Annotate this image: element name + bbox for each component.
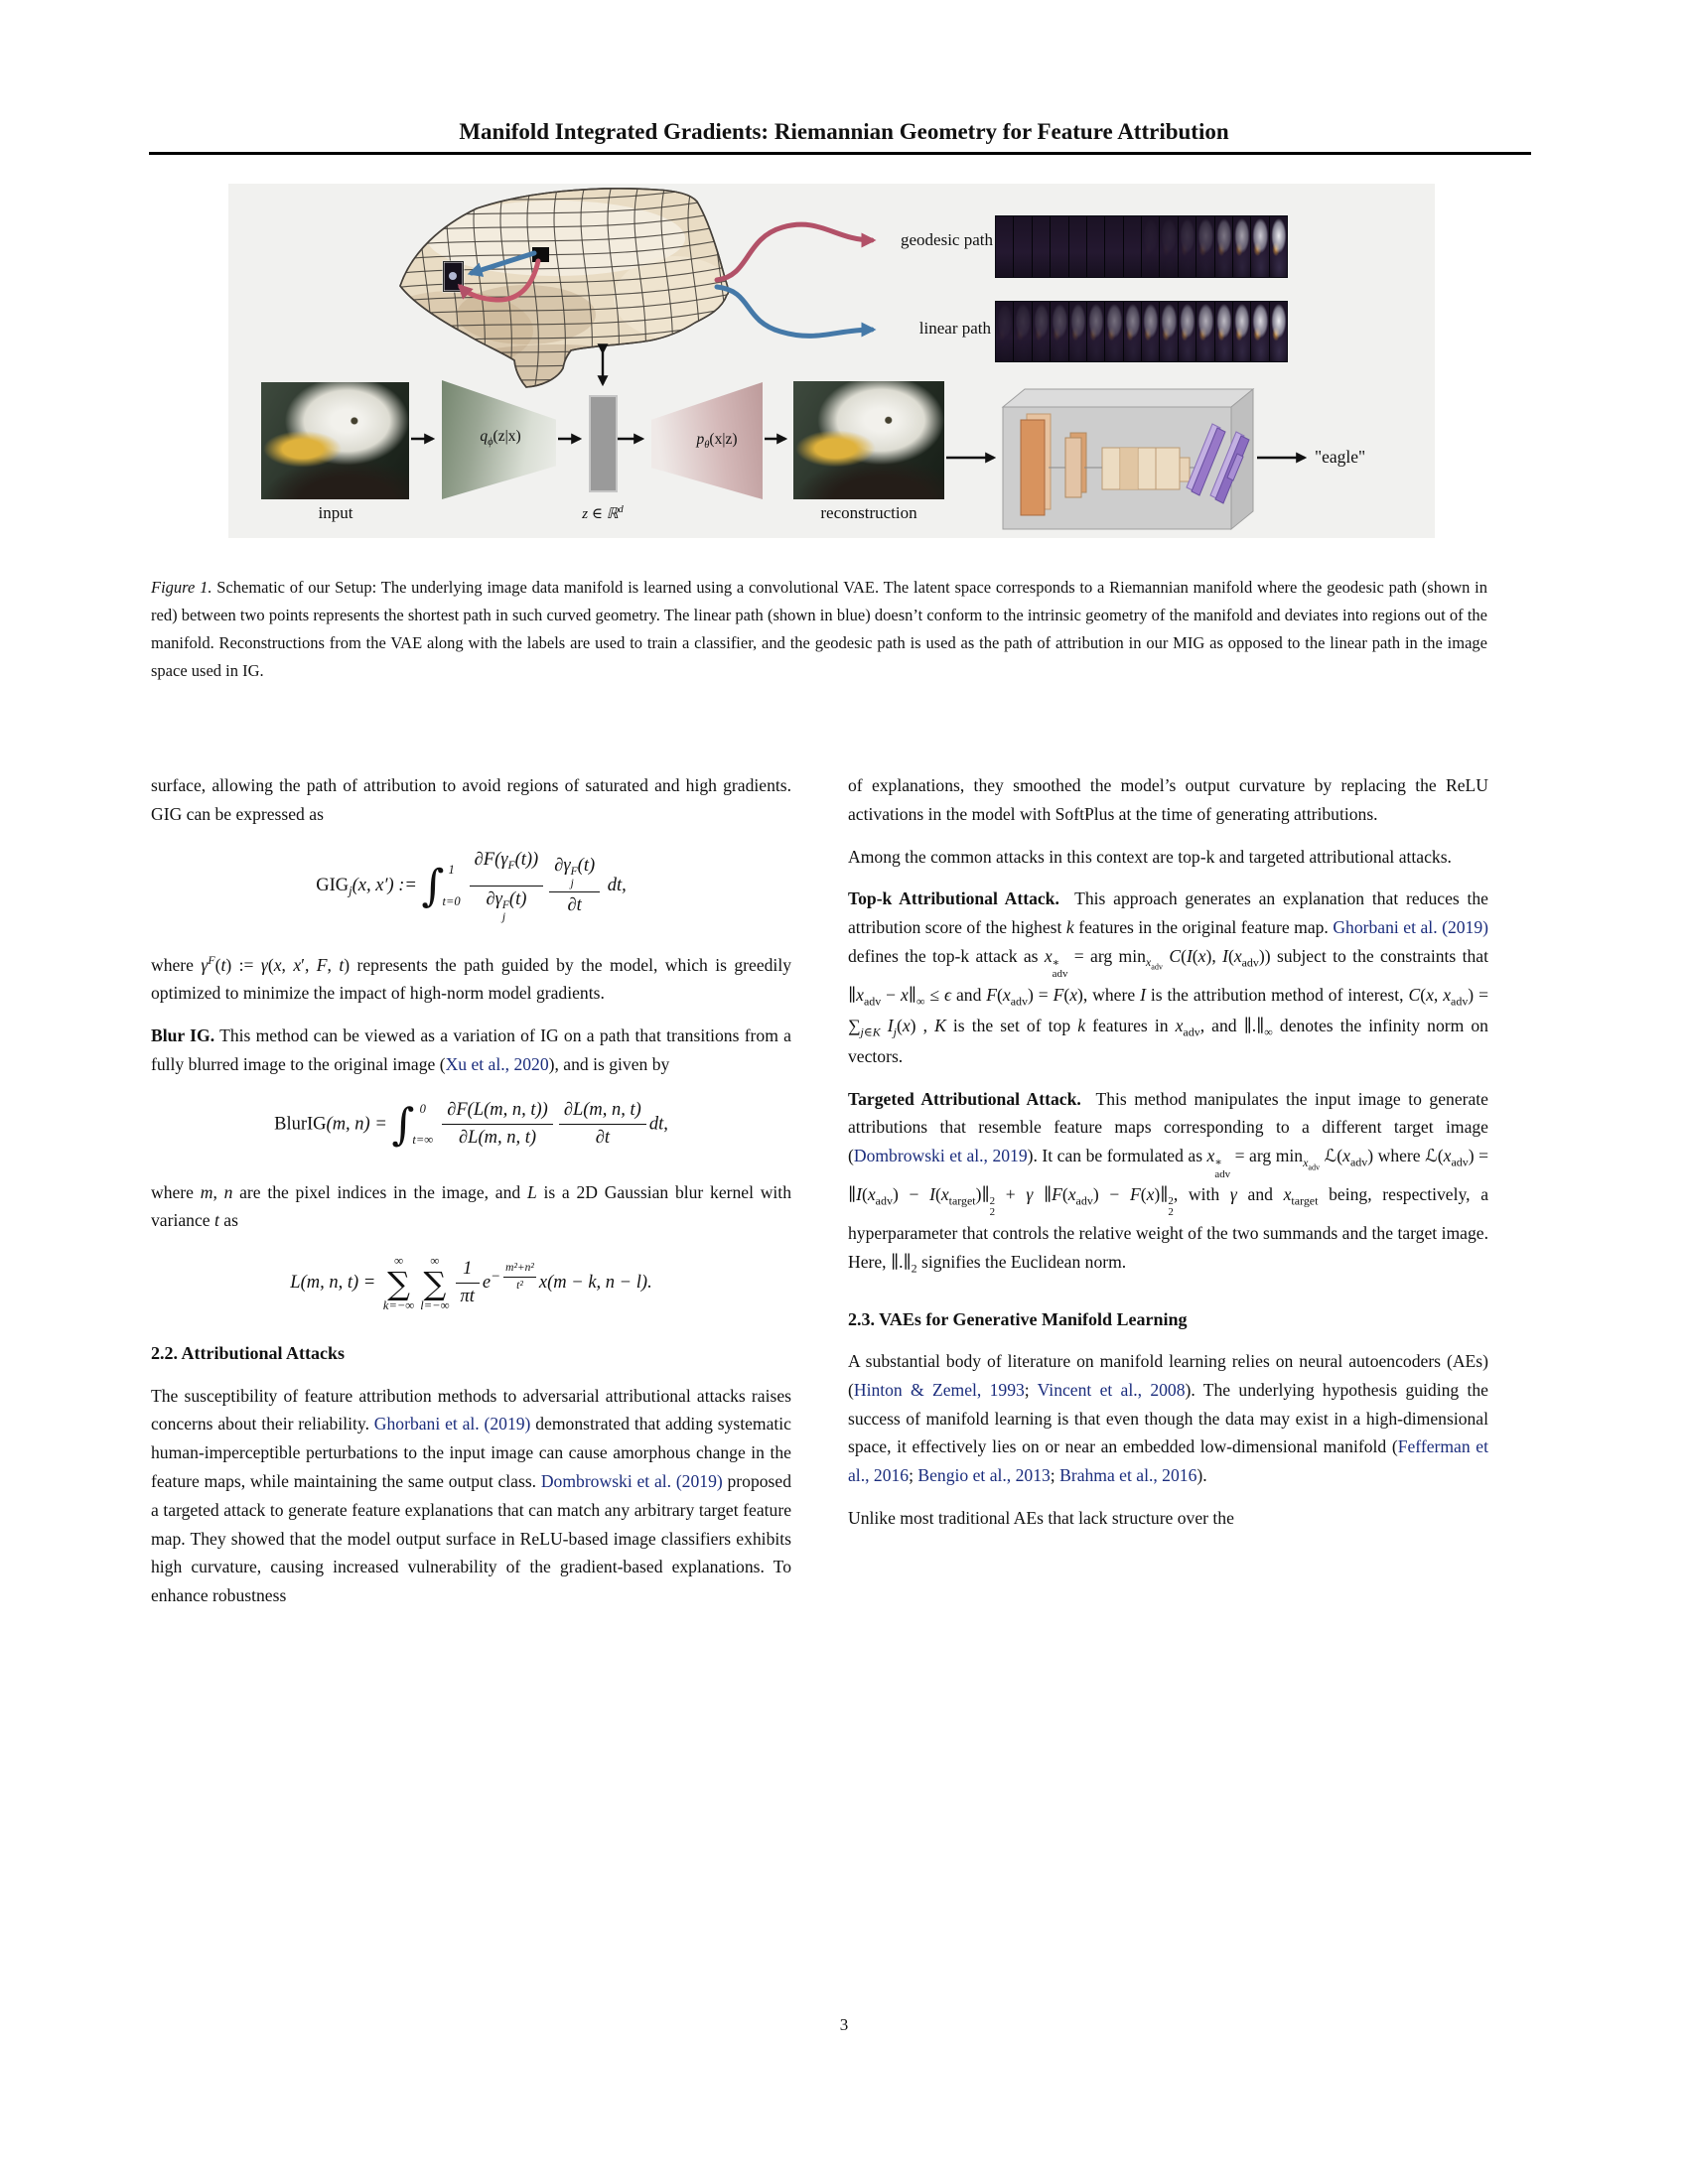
body-paragraph: Targeted Attributional Attack. This method manipulates the input image to generate attributions that resemble feature maps corresponding to a different target image (Dombrowski et al., 2019). It can be formulated as x ∗ adv = arg $\min_{x_{adv}}$ $ℒ(x_{adv})$ where $ℒ(x_{adv})$ = $\parallel I(x_{adv})$ − $I(x_{target})\parallel$ 2 2 + γ $\parallel F(x_{adv})$ − F(x)∥ 2 2 , with γ and $x_{target}$ being, respectively, a hyperparameter that controls the relative weight of the two summands and the target image. Here, $\parallel.\parallel_2$ signifies the Euclidean norm.	[848, 1088, 1489, 1276]
filmstrip-frame	[1142, 216, 1160, 277]
encoder-distribution-label: $q_\phi(z|x)$	[480, 428, 521, 449]
filmstrip-frame	[1033, 216, 1051, 277]
filmstrip-frame	[996, 302, 1014, 361]
linear-path-label: linear path	[918, 319, 991, 338]
citation-link[interactable]: Ghorbani et al. (2019)	[1333, 917, 1488, 938]
display-equation: BlurIG(m, n) = ∫ 0 t=∞ $\frac{\partial F(L(m, n, t))}{\partial L(m, n, t)}$ $\frac{\partial L(m, n, t)}{\partial t}$ dt,	[274, 1099, 668, 1151]
reconstruction-label: reconstruction	[820, 503, 917, 522]
linear-path-filmstrip	[995, 301, 1288, 362]
figure-1-caption: Figure 1. Schematic of our Setup: The underlying image data manifold is learned using a convolutional VAE. The latent space corresponds to a Riemannian manifold where the geodesic path (shown in red) between two points represents the shortest path in such curved geometry. The linear path (shown in blue) doesn’t conform to the intrinsic geometry of the manifold and deviates into regions out of the manifold. Reconstructions from the VAE along with the labels are used to train a classifier, and the geodesic path is used as the path of attribution in our MIG as opposed to the linear path in the image space used in IG.	[151, 578, 1487, 681]
citation-link[interactable]: Bengio et al., 2013	[917, 1465, 1051, 1486]
filmstrip-frame	[1051, 302, 1068, 361]
body-paragraph: Unlike most traditional AEs that lack structure over the	[848, 1508, 1234, 1528]
filmstrip-frame	[1179, 302, 1196, 361]
body-paragraph: where m, n are the pixel indices in the image, and L is a 2D Gaussian blur kernel with variance t as	[151, 1181, 791, 1231]
filmstrip-frame	[1233, 302, 1251, 361]
conv-layer-2	[1065, 438, 1081, 497]
filmstrip-frame	[1196, 216, 1214, 277]
citation-link[interactable]: Ghorbani et al. (2019)	[373, 1414, 531, 1434]
filmstrip-frame	[1160, 216, 1178, 277]
filmstrip-frame	[1069, 216, 1087, 277]
display-equation: $GIG_j(x$, x′) := ∫ 1 t=0 ∂F(γ F (t)) ∂γ F j (t) ∂γ F j (t) ∂t dt,	[316, 849, 627, 923]
filmstrip-frame	[1160, 302, 1178, 361]
filmstrip-frame	[1251, 216, 1269, 277]
body-paragraph: Among the common attacks in this context are top-k and targeted attributional attacks.	[848, 846, 1452, 867]
filmstrip-frame	[1251, 302, 1269, 361]
input-eagle-image	[261, 382, 409, 499]
filmstrip-frame	[1124, 302, 1142, 361]
filmstrip-frame	[1215, 302, 1233, 361]
filmstrip-frame	[1087, 302, 1105, 361]
citation-link[interactable]: Brahma et al., 2016	[1059, 1465, 1197, 1486]
body-paragraph: A substantial body of literature on manifold learning relies on neural autoencoders (AEs) (Hinton & Zemel, 1993; Vincent et al., 2008). The underlying hypothesis guiding the success of manifold learning is that even though the data may exist in a high-dimensional space, it effectively lies on or near an embedded low-dimensional manifold (Fefferman et al., 2016; Bengio et al., 2013; Brahma et al., 2016).	[848, 1351, 1488, 1486]
section-heading: 2.2. Attributional Attacks	[151, 1343, 346, 1364]
filmstrip-frame	[1142, 302, 1160, 361]
reconstruction-eagle-image	[793, 381, 944, 499]
citation-link[interactable]: Xu et al., 2020	[445, 1053, 549, 1074]
filmstrip-frame	[1014, 302, 1032, 361]
predicted-class-label: "eagle"	[1315, 447, 1366, 467]
latent-space-label: z ∈ ℝ$^d$	[582, 504, 624, 522]
body-paragraph: surface, allowing the path of attribution to avoid regions of saturated and high gradients. GIG can be expressed as	[151, 775, 791, 824]
input-label: input	[318, 503, 353, 522]
latent-vector-bar	[589, 395, 618, 492]
geodesic-path-label: geodesic path	[901, 230, 993, 249]
body-paragraph: Top-k Attributional Attack. This approach generates an explanation that reduces the attribution score of the highest k features in the original feature map. Ghorbani et al. (2019) defines the top-k attack as x ∗ adv = arg $\min_{x_{adv}} C(I(x)$, $I(x_{adv})$) subject to the constraints that $\parallel x_{adv}$ − $x\parallel_\infty \le \epsilon$ and $F(x_{adv}) = F(x)$, where I is the attribution method of interest, C(x, $x_{adv}) = \sum_{j\in K}$ $I_j(x)$ , K is the set of top k features in $x_{adv}$, and $\parallel.\parallel_\infty$ denotes the infinity norm on vectors.	[848, 888, 1488, 1066]
filmstrip-frame	[1033, 302, 1051, 361]
running-title: Manifold Integrated Gradients: Riemannian Geometry for Feature Attribution	[459, 119, 1229, 144]
decoder-distribution-label: $p_\theta(x|z)$	[696, 431, 738, 452]
conv-block	[1102, 448, 1190, 489]
citation-link[interactable]: Hinton & Zemel, 1993	[853, 1379, 1025, 1400]
left-column	[151, 771, 791, 1624]
filmstrip-frame	[1069, 302, 1087, 361]
filmstrip-frame	[1051, 216, 1068, 277]
geodesic-path-filmstrip	[995, 215, 1288, 278]
filmstrip-frame	[1179, 216, 1196, 277]
title-rule	[149, 152, 1531, 155]
filmstrip-frame	[1270, 216, 1287, 277]
filmstrip-frame	[1233, 216, 1251, 277]
page-number: 3	[839, 2015, 849, 2034]
body-paragraph: of explanations, they smoothed the model’s output curvature by replacing the ReLU activations in the model with SoftPlus at the time of generating attributions.	[848, 775, 1488, 824]
body-paragraph: where $\gamma^F(t)$ := γ(x, x′, F, t) represents the path guided by the model, which is greedily optimized to minimize the impact of high-norm model gradients.	[151, 952, 792, 1004]
citation-link[interactable]: Dombrowski et al. (2019)	[540, 1470, 723, 1491]
filmstrip-frame	[1124, 216, 1142, 277]
body-paragraph: The susceptibility of feature attribution methods to adversarial attributional attacks raises concerns about their reliability. Ghorbani et al. (2019) demonstrated that adding systematic human-imperceptible perturbations to the input image can cause amorphous change in the feature maps, while maintaining the same output class. Dombrowski et al. (2019) proposed a targeted attack to generate feature explanations that can match any arbitrary target feature map. They showed that the model output surface in ReLU-based image classifiers exhibits high curvature, causing increased vulnerability of the gradient-based explanations. To enhance robustness	[151, 1385, 792, 1606]
right-column	[848, 771, 1488, 1624]
display-equation: L(m, n, t) = ∞ ∑ k=−∞ ∞ ∑ l=−∞ $\frac{1}{\pi t}$ $e^{- \frac{\text{m²+n²}}{\text{t²}}}$ x(m − k, n − l).	[290, 1254, 652, 1312]
cnn-classifier	[1003, 389, 1253, 529]
citation-link[interactable]: Fefferman et al., 2016	[848, 1436, 1488, 1486]
figure-1-panel	[228, 184, 1435, 538]
conv-layer-1	[1021, 420, 1045, 515]
filmstrip-frame	[1196, 302, 1214, 361]
section-heading: 2.3. VAEs for Generative Manifold Learning	[848, 1308, 1188, 1329]
filmstrip-frame	[996, 216, 1014, 277]
citation-link[interactable]: Dombrowski et al., 2019	[853, 1146, 1028, 1166]
two-column-body	[151, 771, 1488, 1624]
filmstrip-frame	[1270, 302, 1287, 361]
filmstrip-frame	[1014, 216, 1032, 277]
body-paragraph: Blur IG. This method can be viewed as a variation of IG on a path that transitions from a fully blurred image to the original image (Xu et al., 2020), and is given by	[151, 1025, 791, 1074]
citation-link[interactable]: Vincent et al., 2008	[1037, 1379, 1186, 1400]
filmstrip-frame	[1105, 302, 1123, 361]
filmstrip-frame	[1105, 216, 1123, 277]
filmstrip-frame	[1087, 216, 1105, 277]
filmstrip-frame	[1215, 216, 1233, 277]
